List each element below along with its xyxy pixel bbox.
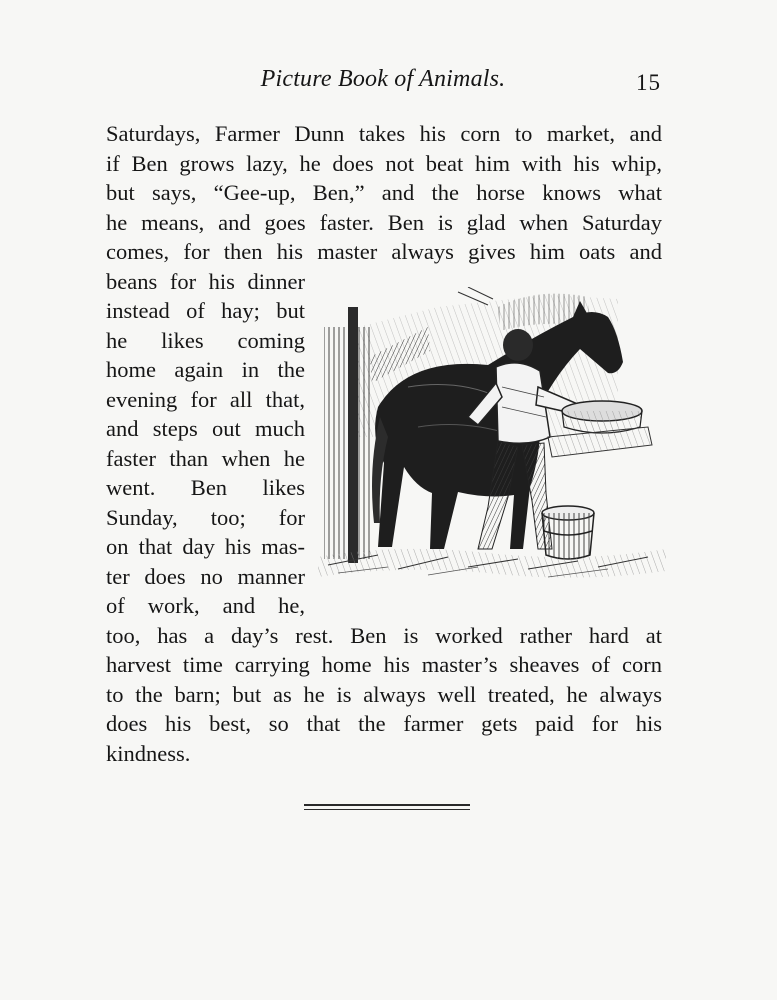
text-line: kindness. (106, 740, 191, 766)
wrapped-section (106, 267, 662, 621)
text-line: harvest time carrying home his master’s sheaves of corn (106, 652, 662, 677)
text-line: of work, and he, (106, 593, 305, 618)
text-line: to the barn; but as he is always well treated, he always (106, 681, 662, 707)
text-line: if Ben grows lazy, he does not beat him with his whip, (106, 150, 662, 176)
text-line: too, has a day’s rest. Ben is worked rather hard at (106, 622, 662, 648)
text-line: does his best, so that the farmer gets paid for his (106, 711, 662, 736)
text-line: Saturdays, Farmer Dunn takes his corn to market, and (106, 121, 662, 146)
text-line: but says, “Gee-up, Ben,” and the horse knows what (106, 180, 662, 205)
text-line: comes, for then his master always gives him oats and (106, 239, 662, 264)
engraving-illustration (318, 287, 666, 587)
wrapped-text-column (106, 267, 305, 621)
page-number: 15 (636, 70, 661, 95)
double-rule-divider (304, 804, 470, 813)
rule-line (304, 809, 470, 811)
text-line: home again in the (106, 357, 305, 382)
text-line: Sunday, too; for (106, 504, 305, 530)
running-head (105, 66, 661, 102)
text-line: instead of hay; but (106, 298, 305, 323)
horse-and-boy-engraving (318, 287, 666, 587)
text-line: went. Ben likes (106, 475, 305, 500)
body-text (106, 119, 662, 768)
text-line: beans for his dinner (106, 268, 305, 294)
rule-line (304, 804, 470, 806)
straw-floor (318, 548, 666, 577)
text-line: on that day his mas- (106, 534, 305, 559)
running-title: Picture Book of Animals. (260, 66, 506, 92)
sieve-basket (562, 401, 642, 433)
text-line: and steps out much (106, 416, 305, 441)
text-line: he likes coming (106, 327, 305, 353)
text-line: he means, and goes faster. Ben is glad when Saturday (106, 209, 662, 235)
text-line: ter does no manner (106, 563, 305, 589)
bucket (542, 506, 594, 559)
text-line: evening for all that, (106, 386, 305, 412)
text-line: faster than when he (106, 445, 305, 471)
